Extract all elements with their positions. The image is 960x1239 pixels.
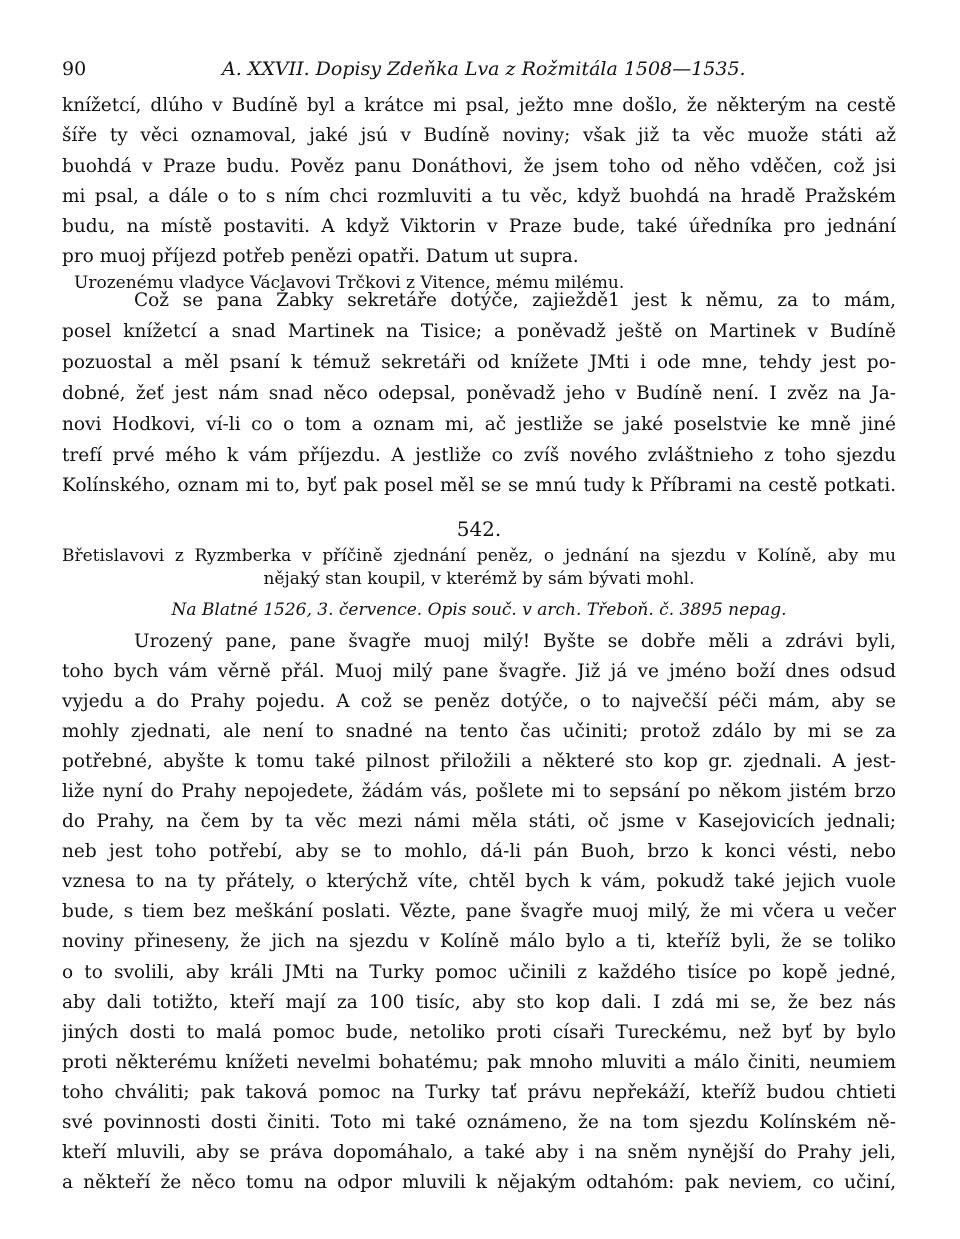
text-line: vznesa to na ty přátely, o kterýchž víte, chtěl bych k vám, pokudž také jejich vuole xyxy=(62,871,896,893)
text-line: Urozený pane, pane švagře muoj milý! Byšte se dobře měli a zdrávi byli, xyxy=(134,631,896,652)
text-line: proti některému knížeti nevelmi bohatému; pak mnoho mluviti a málo činiti, neumiem xyxy=(62,1051,896,1073)
text-line: trefí prvé mého k vám příjezdu. A jestliže co zvíš nového zvláštnieho z toho sjezdu xyxy=(62,444,896,466)
text-line: kteří mluvili, aby se práva dopomáhalo, a také aby i na sněm nynější do Prahy jeli, xyxy=(62,1141,896,1163)
text-line: mohly zjednati, ale není to snadné na tento čas učiniti; protož zdálo by mi se za xyxy=(62,721,896,743)
text-line: aby dali totižto, kteří mají za 100 tisíc, aby sto kop dali. I zdá mi se, že bez nás xyxy=(62,991,896,1013)
text-line: šíře ty věci oznamoval, jaké jsú v Budíně noviny; však již ta věc muože státi až xyxy=(62,125,896,147)
text-line: novi Hodkovi, ví-li co o tom a oznam mi, ač jestliže se jaké poselstvie ke mně jiné xyxy=(62,413,896,435)
document-regest xyxy=(62,545,896,591)
text-line: mi psal, a dále o to s ním chci rozmluviti a tu věc, když buohdá na hradě Pražském xyxy=(62,185,896,207)
text-line: knížetcí, dlúho v Budíně byl a krátce mi psal, ježto mne došlo, že některým na cestě xyxy=(62,95,896,116)
page-number: 90 xyxy=(62,58,87,80)
text-line: vyjedu a do Prahy pojedu. A což se peněz dotýče, o to največší péči mám, aby se xyxy=(62,691,896,713)
text-line: Což se pana Žabky sekretáře dotýče, zajieždě1 jest k němu, za to mám, xyxy=(134,290,896,311)
letter-address: Urozenému vladyce Václavovi Trčkovi z Vitence, mému milému. xyxy=(74,273,625,293)
text-line: neb jest toho potřebí, aby se to mohlo, dá-li pán Buoh, brzo k konci vésti, nebo xyxy=(62,841,896,863)
text-line: toho chváliti; pak taková pomoc na Turky tať právu nepřekáží, kteříž budou chtieti xyxy=(62,1081,896,1103)
text-line: do Prahy, na čem by ta věc mezi námi měla státi, oč jsme v Kasejovicích jednali; xyxy=(62,811,896,833)
running-title: A. XXVII. Dopisy Zdeňka Lva z Rožmitála 1508—1535. xyxy=(222,58,746,80)
text-line: posel knížetcí a snad Martinek na Tisice; a poněvadž ještě on Martinek v Budíně xyxy=(62,320,896,342)
document-number: 542. xyxy=(456,517,502,541)
previous-letter-text xyxy=(62,91,896,273)
text-line: potřebné, abyšte k tomu také pilnost přiložili a některé sto kop gr. zjednali. A jest- xyxy=(62,751,896,773)
page-header xyxy=(62,56,896,84)
regest-line: Břetislavovi z Ryzmberka v příčině zjednání peněz, o jednání na sjezdu v Kolíně, aby mu xyxy=(62,546,896,566)
text-line: jiných dosti to malá pomoc bude, netoliko proti císaři Tureckému, než byť by bylo xyxy=(62,1021,896,1043)
text-line: dobné, žeť jest nám snad něco odepsal, poněvadž jeho v Budíně není. I zvěz na Ja- xyxy=(62,382,896,404)
letter-body xyxy=(62,627,896,1198)
text-line: bude, s tiem bez meškání poslati. Vězte, pane švagře muoj milý, že mi včera u večer xyxy=(62,901,896,923)
postscript-note xyxy=(62,286,896,502)
source-citation: Na Blatné 1526, 3. července. Opis souč. v arch. Třeboň. č. 3895 nepag. xyxy=(171,600,787,620)
text-line: své povinnosti dosti činiti. Toto mi také oznámeno, že na tom sjezdu Kolínském ně- xyxy=(62,1111,896,1133)
text-line: budu, na místě postaviti. A když Viktorin v Praze bude, také úředníka pro jednání xyxy=(62,216,896,238)
text-line: pro muoj příjezd potřeb penězi opatři. Datum ut supra. xyxy=(62,246,579,268)
text-line: a někteří že něco tomu na odpor mluvili k nějakým odtahóm: pak neviem, co učiní, xyxy=(62,1171,896,1193)
text-line: buohdá v Praze budu. Pověz panu Donáthovi, že jsem toho od něho vděčen, což jsi xyxy=(62,155,896,177)
text-line: noviny přineseny, že jich na sjezdu v Kolíně málo bylo a ti, kteříž byli, že se toliko xyxy=(62,931,896,953)
text-line: o to svolili, aby králi JMti na Turky pomoc učinili z každého tisíce po kopě jedné, xyxy=(62,961,896,983)
text-line: liže nyní do Prahy nepojedete, žádám vás, pošlete mi to sepsání po někom jistém brzo xyxy=(62,781,896,803)
text-line: pozuostal a měl psaní k témuž sekretáři od knížete JMti i ode mne, tehdy jest po- xyxy=(62,351,896,373)
text-line: Kolínského, oznam mi to, byť pak posel měl se se mnú tudy k Příbrami na cestě potkati. xyxy=(62,475,896,497)
text-line: toho bych vám věrně přál. Muoj milý pane švagře. Již já ve jméno boží dnes odsud xyxy=(62,661,896,683)
regest-line: nějaký stan koupil, v kterémž by sám bývati mohl. xyxy=(263,569,695,589)
